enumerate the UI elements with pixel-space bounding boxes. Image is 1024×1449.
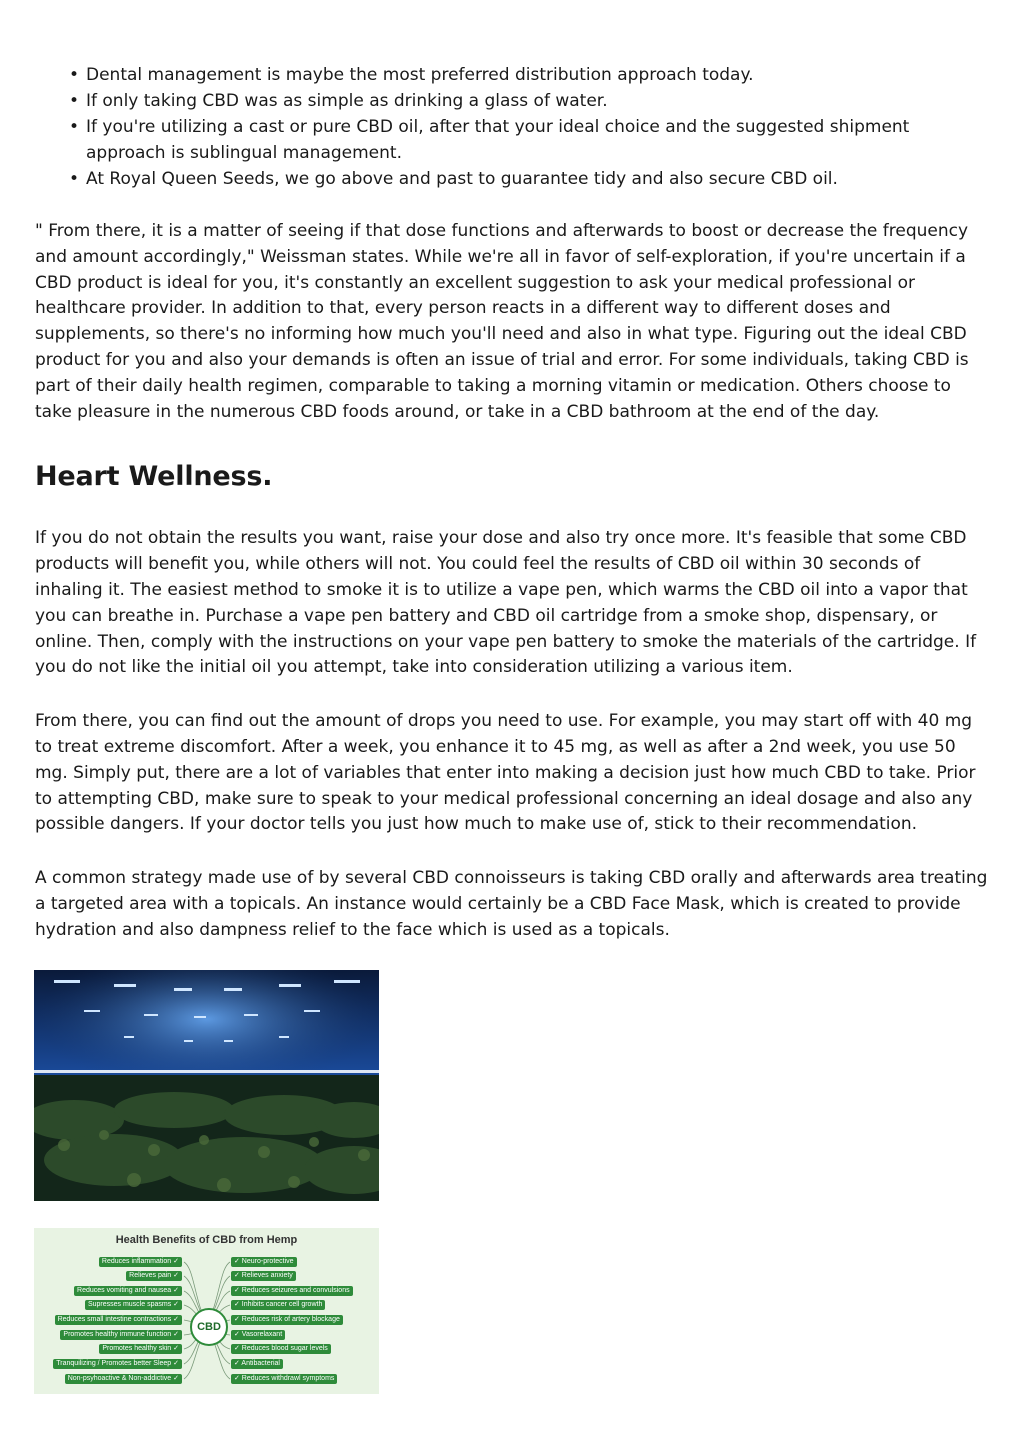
benefit-list	[35, 62, 990, 192]
benefit-pill: Promotes healthy immune function ✓	[60, 1330, 182, 1340]
section-heading: Heart Wellness.	[35, 461, 273, 493]
benefit-pill: ✓ Reduces blood sugar levels	[231, 1344, 331, 1354]
benefit-pill: ✓ Reduces withdrawl symptoms	[231, 1374, 337, 1384]
article-body	[35, 62, 990, 944]
benefit-pill: ✓ Reduces seizures and convulsions	[231, 1286, 353, 1296]
list-item: • If only taking CBD was as simple as drinking a glass of water.	[86, 88, 990, 114]
benefit-pill: ✓ Vasorelaxant	[231, 1330, 285, 1340]
grow-room-photo	[34, 970, 379, 1201]
paragraph-dosing: " From there, it is a matter of seeing if that dose functions and afterwards to boost or decrease the frequency and amount accordingly," Weissman states. While we're all in favor of self-exploration, if you're uncertain if a CBD product is ideal for you, it's constantly an excellent suggestion to ask your medical professional or healthcare provider. In addition to that, every person reacts in a different way to different doses and supplements, so there's no informing how much you'll need and also in what type. Figuring out the ideal CBD product for you and also your demands is often an issue of trial and error. For some individuals, taking CBD is part of their daily health regimen, comparable to taking a morning vitamin or medication. Others choose to take pleasure in the numerous CBD foods around, or take in a CBD bathroom at the end of the day.	[35, 221, 969, 422]
cbd-center-node: CBD	[190, 1308, 228, 1346]
benefit-pill: Relieves pain ✓	[126, 1271, 182, 1281]
paragraph-drops: From there, you can find out the amount of drops you need to use. For example, you may start off with 40 mg to treat extreme discomfort. After a week, you enhance it to 45 mg, as well as after a 2nd week, you use 50 mg. Simply put, there are a lot of variables that enter into making a decision just how much CBD to take. Prior to attempting CBD, make sure to speak to your medical professional concerning an ideal dosage and also any possible dangers. If your doctor tells you just how much to make use of, stick to their recommendation.	[35, 711, 976, 835]
list-item: • Dental management is maybe the most preferred distribution approach today.	[86, 62, 990, 88]
list-item: • If you're utilizing a cast or pure CBD oil, after that your ideal choice and the suggested shipment approach is sublingual management.	[86, 114, 990, 166]
benefit-pill: Reduces small intestine contractions ✓	[55, 1315, 182, 1325]
benefit-pill: ✓ Inhibits cancer cell growth	[231, 1300, 325, 1310]
benefit-pill: Reduces inflammation ✓	[99, 1257, 182, 1267]
infographic-title: Health Benefits of CBD from Hemp	[115, 1234, 298, 1246]
benefit-pill: Promotes healthy skin ✓	[99, 1344, 182, 1354]
paragraph-topicals: A common strategy made use of by several CBD connoisseurs is taking CBD orally and afterwards area treating a targeted area with a topicals. An instance would certainly be a CBD Face Mask, which is created to provide hydration and also dampness relief to the face which is used as a topicals.	[35, 868, 988, 940]
benefit-pill: Tranquilizing / Promotes better Sleep ✓	[53, 1359, 182, 1369]
benefit-pill: ✓ Reduces risk of artery blockage	[231, 1315, 343, 1325]
benefit-pill: ✓ Relieves anxiety	[231, 1271, 296, 1281]
benefit-pill: ✓ Neuro-protective	[231, 1257, 297, 1267]
benefit-pill: Non-psyhoactive & Non-addictive ✓	[65, 1374, 182, 1384]
benefit-pill: Supresses muscle spasms ✓	[85, 1300, 182, 1310]
health-benefits-infographic	[34, 1228, 379, 1394]
list-item: • At Royal Queen Seeds, we go above and past to guarantee tidy and also secure CBD oil.	[86, 166, 990, 192]
grow-room-illustration	[34, 970, 379, 1201]
benefit-pill: ✓ Antibacterial	[231, 1359, 283, 1369]
paragraph-results: If you do not obtain the results you want, raise your dose and also try once more. It's feasible that some CBD products will benefit you, while others will not. You could feel the results of CBD oil within 30 seconds of inhaling it. The easiest method to smoke it is to utilize a vape pen, which warms the CBD oil into a vapor that you can breathe in. Purchase a vape pen battery and CBD oil cartridge from a smoke shop, dispensary, or online. Then, comply with the instructions on your vape pen battery to smoke the materials of the cartridge. If you do not like the initial oil you attempt, take into consideration utilizing a various item.	[35, 528, 977, 678]
benefit-pill: Reduces vomiting and nausea ✓	[74, 1286, 182, 1296]
